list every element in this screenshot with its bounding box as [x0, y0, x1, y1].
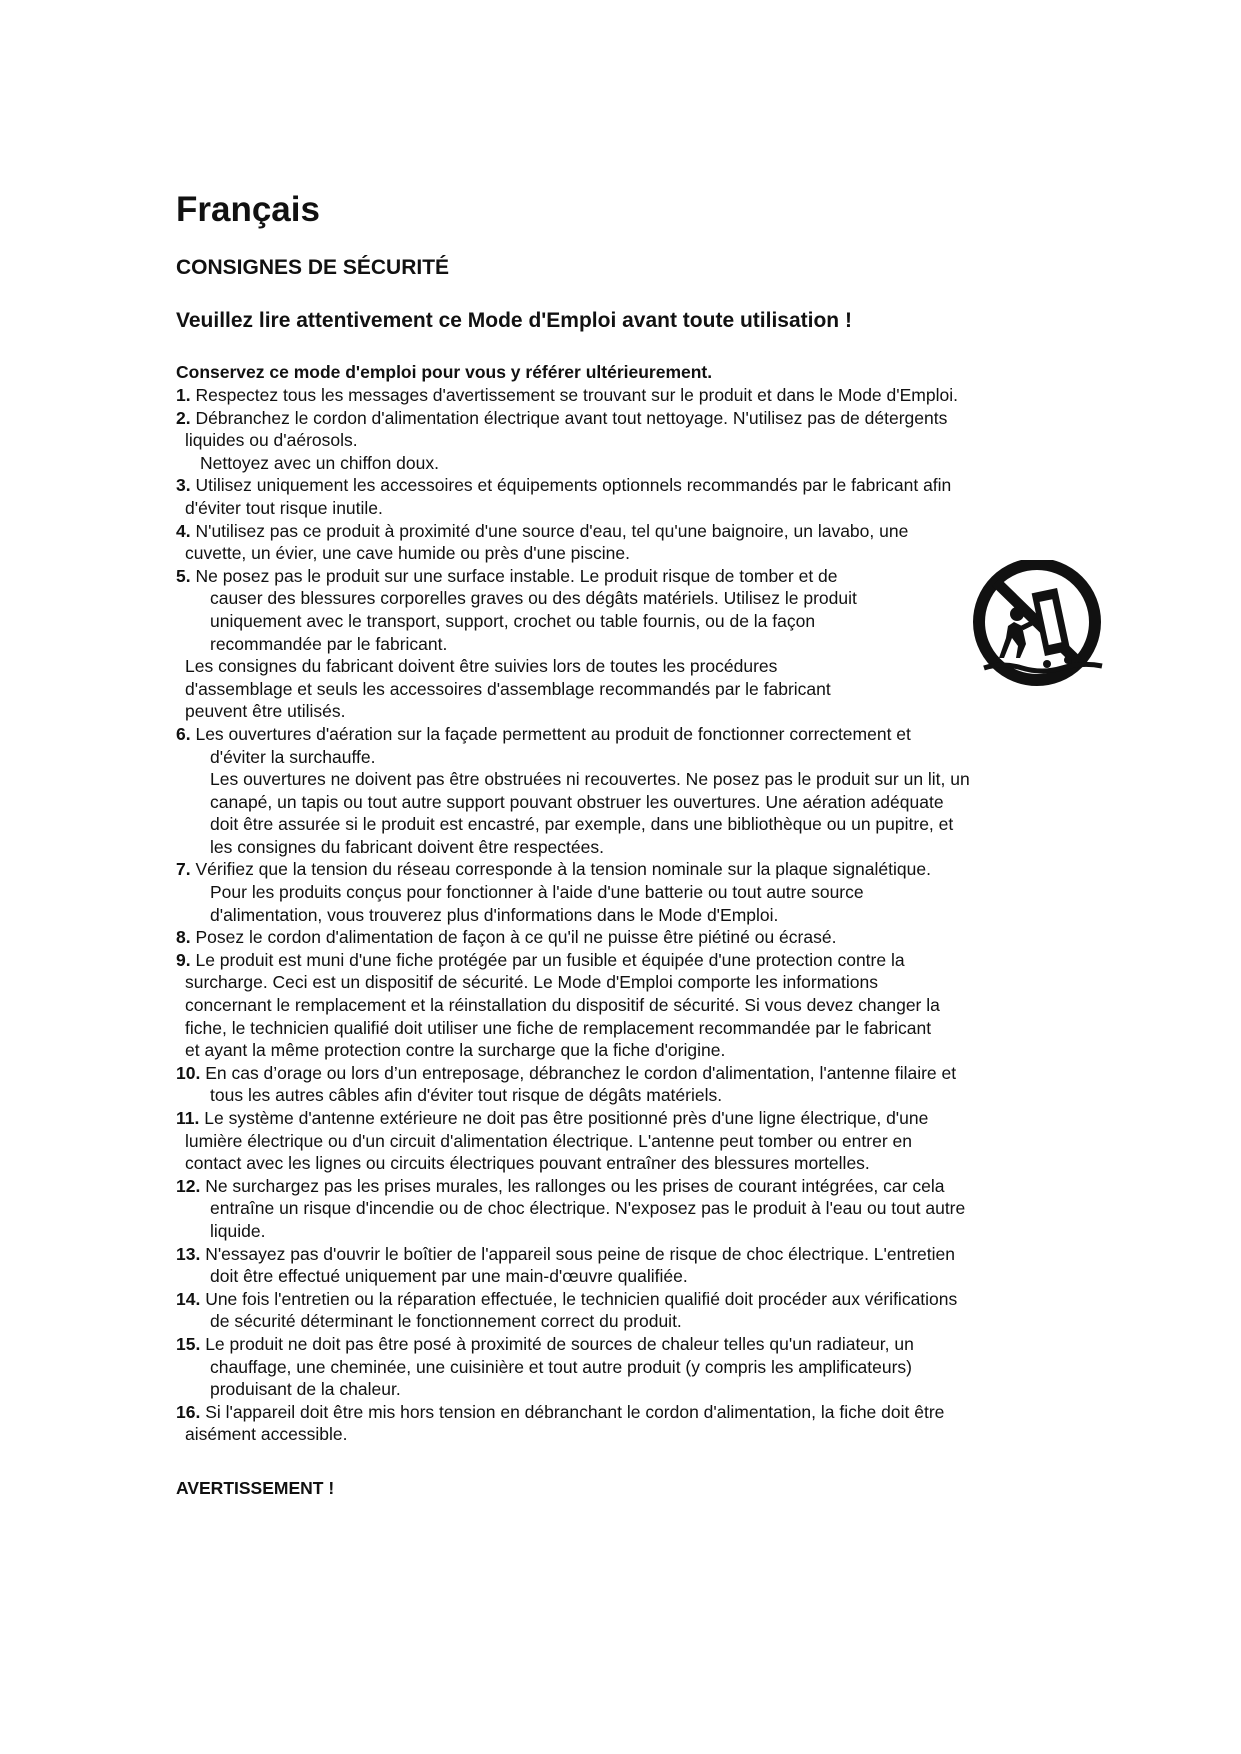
instruction-text: Le produit est muni d'une fiche protégée par un fusible et équipée d'une protection contre la	[190, 949, 905, 970]
instruction-line: contact avec les lignes ou circuits électriques pouvant entraîner des blessures mortelles.	[185, 1153, 870, 1174]
instruction-line	[176, 723, 1076, 746]
instruction-line	[176, 1333, 1076, 1356]
intro-line: Conservez ce mode d'emploi pour vous y référer ultérieurement.	[176, 362, 713, 382]
instruction-text: Vérifiez que la tension du réseau corresponde à la tension nominale sur la plaque signalétique.	[190, 859, 931, 880]
instruction-line: d'éviter la surchauffe.	[210, 746, 376, 767]
instruction-number: 3.	[176, 475, 191, 496]
document-title: Français	[176, 190, 320, 229]
instruction-line: produisant de la chaleur.	[210, 1379, 401, 1400]
instruction-text: Le système d'antenne extérieure ne doit pas être positionné près d'une ligne électrique, d'une	[199, 1108, 929, 1128]
instruction-line	[176, 520, 1076, 543]
instruction-line: liquide.	[210, 1220, 266, 1241]
instruction-line: Nettoyez avec un chiffon doux.	[200, 452, 439, 473]
instruction-line: Les ouvertures ne doivent pas être obstruées ni recouvertes. Ne posez pas le produit sur un lit, un	[210, 769, 970, 790]
instruction-text: Ne posez pas le produit sur une surface instable. Le produit risque de tomber et de	[190, 565, 838, 586]
instruction-line: entraîne un risque d'incendie ou de choc électrique. N'exposez pas le produit à l'eau ou tout autre	[210, 1198, 966, 1219]
instruction-line	[176, 384, 1076, 407]
instruction-line: recommandée par le fabricant.	[210, 633, 448, 654]
instruction-number: 10.	[176, 1062, 201, 1083]
instruction-line: peuvent être utilisés.	[185, 701, 346, 722]
instruction-line: uniquement avec le transport, support, crochet ou table fournis, ou de la façon	[210, 610, 816, 631]
instruction-line: d'alimentation, vous trouverez plus d'informations dans le Mode d'Emploi.	[210, 904, 779, 925]
instruction-number: 13.	[176, 1243, 201, 1264]
instruction-number: 5.	[176, 565, 191, 586]
instruction-line	[176, 1243, 1076, 1266]
instruction-line	[176, 1401, 1076, 1424]
instruction-number: 8.	[176, 927, 191, 948]
instruction-text: Si l'appareil doit être mis hors tension en débranchant le cordon d'alimentation, la fiche doit être	[200, 1401, 945, 1422]
cart-tip-over-warning-icon	[962, 560, 1112, 690]
instruction-line	[176, 1175, 1076, 1198]
instruction-text: En cas d’orage ou lors d’un entreposage, débranchez le cordon d'alimentation, l'antenne filaire et	[200, 1062, 957, 1083]
warning-heading: AVERTISSEMENT !	[176, 1478, 335, 1498]
instruction-text: Le produit ne doit pas être posé à proximité de sources de chaleur telles qu'un radiateur, un	[200, 1333, 914, 1354]
instruction-text: Débranchez le cordon d'alimentation électrique avant tout nettoyage. N'utilisez pas de détergents	[190, 407, 948, 428]
instruction-line	[176, 949, 1076, 972]
instruction-line: chauffage, une cheminée, une cuisinière et tout autre produit (y compris les amplificateurs)	[210, 1356, 912, 1377]
instruction-text: Respectez tous les messages d'avertissement se trouvant sur le produit et dans le Mode d'Emploi.	[190, 385, 958, 405]
instruction-line	[176, 1107, 1076, 1130]
instruction-line: liquides ou d'aérosols.	[185, 430, 358, 451]
instruction-number: 6.	[176, 723, 191, 744]
instruction-number: 12.	[176, 1175, 201, 1196]
instruction-line: les consignes du fabricant doivent être respectées.	[210, 836, 604, 857]
instruction-text: Utilisez uniquement les accessoires et équipements optionnels recommandés par le fabricant afin	[190, 475, 952, 496]
instruction-number: 4.	[176, 520, 191, 541]
instruction-line: canapé, un tapis ou tout autre support pouvant obstruer les ouvertures. Une aération adéquate	[210, 791, 944, 812]
instruction-text: Une fois l'entretien ou la réparation effectuée, le technicien qualifié doit procéder aux vérifications	[200, 1288, 958, 1309]
instruction-line	[176, 926, 1076, 949]
instruction-line	[176, 474, 1076, 497]
instruction-number: 15.	[176, 1333, 201, 1354]
instruction-line: causer des blessures corporelles graves ou des dégâts matériels. Utilisez le produit	[210, 588, 857, 609]
instruction-text: N'utilisez pas ce produit à proximité d'une source d'eau, tel qu'une baignoire, un lavabo, une	[190, 520, 909, 541]
instruction-line: fiche, le technicien qualifié doit utiliser une fiche de remplacement recommandée par le fabricant	[185, 1017, 932, 1038]
instruction-line: doit être assurée si le produit est encastré, par exemple, dans une bibliothèque ou un pupitre, et	[210, 814, 954, 835]
instruction-number: 16.	[176, 1401, 201, 1422]
instruction-line	[176, 858, 1076, 881]
read-manual-subheading: Veuillez lire attentivement ce Mode d'Emploi avant toute utilisation !	[176, 309, 852, 332]
instruction-line	[176, 1062, 1076, 1085]
instruction-line: et ayant la même protection contre la surcharge que la fiche d'origine.	[185, 1040, 726, 1061]
instruction-line	[176, 407, 1076, 430]
instruction-text: N'essayez pas d'ouvrir le boîtier de l'appareil sous peine de risque de choc électrique. L'entretien	[200, 1243, 955, 1264]
instruction-line	[176, 1288, 1076, 1311]
safety-instructions	[176, 384, 1076, 1446]
instruction-text: Les ouvertures d'aération sur la façade permettent au produit de fonctionner correctement et	[190, 723, 911, 744]
instruction-line: concernant le remplacement et la réinstallation du dispositif de sécurité. Si vous devez changer la	[185, 995, 940, 1016]
instruction-line: surcharge. Ceci est un dispositif de sécurité. Le Mode d'Emploi comporte les informations	[185, 972, 878, 993]
instruction-line: Pour les produits conçus pour fonctionner à l'aide d'une batterie ou tout autre source	[210, 882, 864, 903]
instruction-text: Ne surchargez pas les prises murales, les rallonges ou les prises de courant intégrées, car cela	[200, 1175, 945, 1196]
instruction-line: tous les autres câbles afin d'éviter tout risque de dégâts matériels.	[210, 1085, 723, 1106]
instruction-text: Posez le cordon d'alimentation de façon à ce qu'il ne puisse être piétiné ou écrasé.	[190, 927, 837, 948]
instruction-number: 7.	[176, 859, 191, 880]
instruction-number: 11.	[176, 1108, 200, 1128]
instruction-number: 2.	[176, 407, 191, 428]
instruction-line: d'assemblage et seuls les accessoires d'assemblage recommandés par le fabricant	[185, 678, 831, 699]
instruction-line: lumière électrique ou d'un circuit d'alimentation électrique. L'antenne peut tomber ou entrer en	[185, 1130, 912, 1151]
instruction-line: de sécurité déterminant le fonctionnement correct du produit.	[210, 1311, 682, 1332]
instruction-number: 9.	[176, 949, 191, 970]
instruction-line: d'éviter tout risque inutile.	[185, 497, 383, 518]
instruction-number: 1.	[176, 385, 191, 405]
instruction-line: Les consignes du fabricant doivent être suivies lors de toutes les procédures	[185, 656, 778, 677]
instruction-line: cuvette, un évier, une cave humide ou près d'une piscine.	[185, 543, 631, 564]
instruction-line: aisément accessible.	[185, 1424, 348, 1445]
safety-heading: CONSIGNES DE SÉCURITÉ	[176, 256, 450, 279]
instruction-number: 14.	[176, 1288, 201, 1309]
instruction-line	[176, 565, 1076, 588]
instruction-line: doit être effectué uniquement par une main-d'œuvre qualifiée.	[210, 1266, 688, 1287]
